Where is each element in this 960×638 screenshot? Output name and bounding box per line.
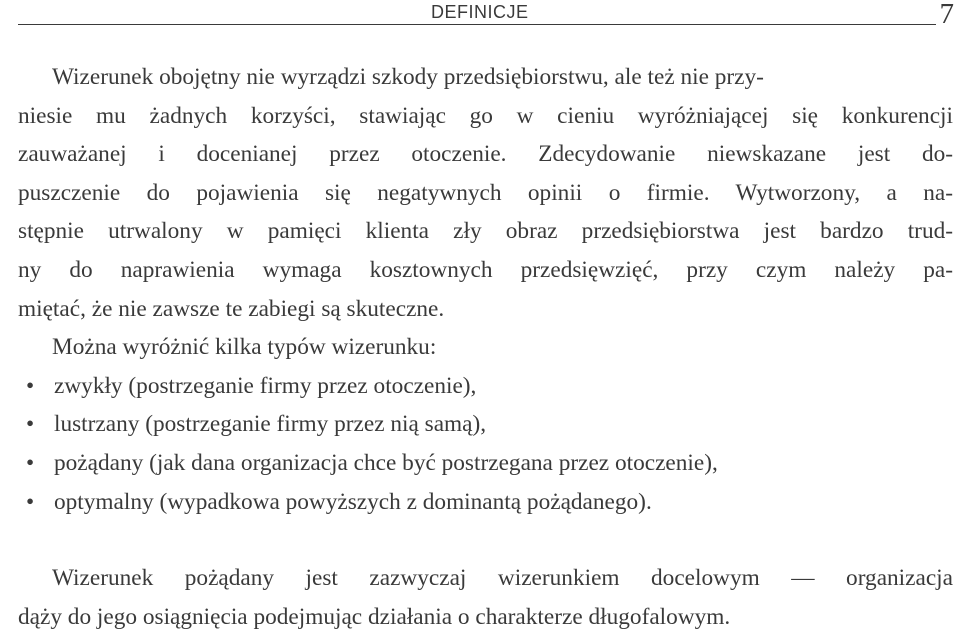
paragraph-1-line: puszczenie do pojawienia się negatywnych opinii o firmie. Wytworzony, a na- [18,179,953,206]
header-rule [18,24,936,25]
list-item-text: optymalny (wypadkowa powyższych z dominantą pożądanego). [54,488,652,515]
paragraph-gap [18,521,953,559]
page-number: 7 [939,0,954,30]
bullet-icon: • [26,372,35,399]
paragraph-2 [18,559,953,636]
bullet-icon: • [26,411,35,438]
list-item [18,405,953,444]
list-item-text: pożądany (jak dana organizacja chce być postrzegana przez otoczenie), [54,449,718,476]
paragraph-1-line: niesie mu żadnych korzyści, stawiając go w cieniu wyróżniającej się konkurencji [18,102,953,129]
bullet-icon: • [26,449,35,476]
types-list [18,367,953,521]
paragraph-1 [18,58,953,328]
paragraph-1-line: Wizerunek obojętny nie wyrządzi szkody przedsiębiorstwu, ale też nie przy- [52,64,764,90]
paragraph-2-line: Wizerunek pożądany jest zazwyczaj wizerunkiem docelowym — organizacja [52,565,953,592]
list-item [18,367,953,406]
list-item-text: lustrzany (postrzeganie firmy przez nią samą), [54,411,487,438]
list-item-text: zwykły (postrzeganie firmy przez otoczenie), [54,372,477,399]
page-header [18,0,958,30]
page-body [18,58,953,636]
paragraph-1-line: ny do naprawienia wymaga kosztownych przedsięwzięć, przy czym należy pa- [18,256,953,283]
paragraph-1-line: miętać, że nie zawsze te zabiegi są skuteczne. [18,295,445,322]
running-head: DEFINICJE [431,2,529,22]
list-item [18,444,953,483]
types-intro: Można wyróżnić kilka typów wizerunku: [52,334,437,361]
list-item [18,483,953,522]
paragraph-2-line: dąży do jego osiągnięcia podejmując działania o charakterze długofalowym. [18,603,731,630]
paragraph-1-line: zauważanej i docenianej przez otoczenie. Zdecydowanie niewskazane jest do- [18,141,953,168]
paragraph-1-line: stępnie utrwalony w pamięci klienta zły obraz przedsiębiorstwa jest bardzo trud- [18,218,953,245]
bullet-icon: • [26,488,35,515]
